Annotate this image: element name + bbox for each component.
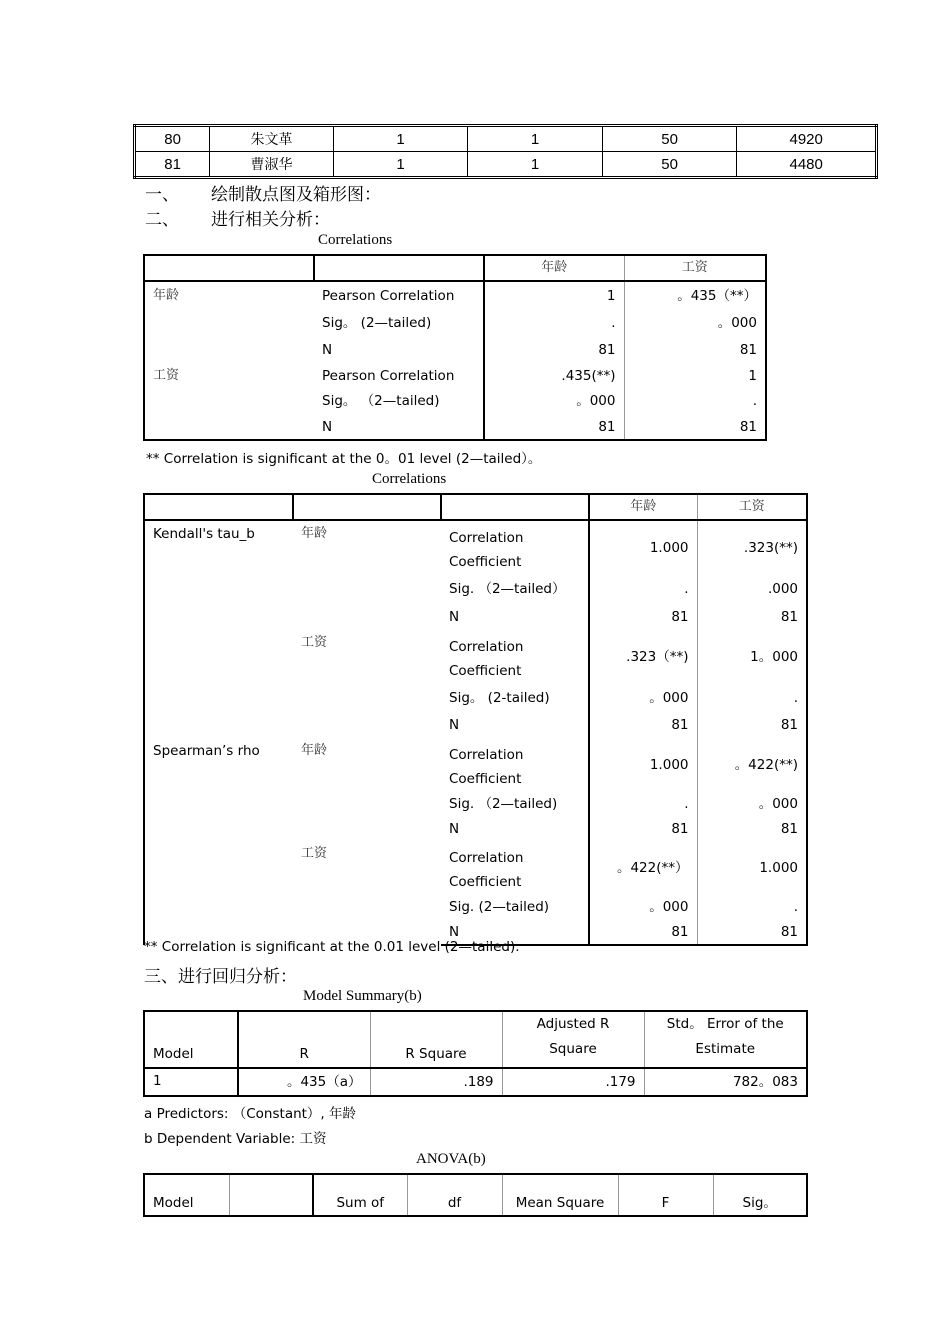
table-cell: 50 (602, 126, 737, 152)
cell-value: . (484, 309, 624, 336)
row-var: 工资 (301, 635, 328, 650)
table-row (144, 738, 807, 791)
cell-value: 81 (697, 920, 807, 945)
col-header-wage: 工资 (697, 494, 807, 520)
table-cell: 4920 (737, 126, 877, 152)
row-stat: Sig。 (2—tailed) (322, 314, 432, 331)
header-blank (229, 1174, 313, 1216)
pearson-title: Correlations (318, 232, 393, 248)
cell-value: 81 (589, 817, 697, 841)
row-stat: N (314, 414, 484, 440)
cell-value: 81 (484, 414, 624, 440)
cell-r-square: .189 (370, 1068, 502, 1096)
row-var: 年龄 (301, 743, 328, 758)
col-header-wage: 工资 (624, 255, 766, 281)
row-stat: N (441, 920, 589, 945)
table-row (144, 604, 807, 630)
table-cell: 1 (333, 126, 468, 152)
anova-title: ANOVA(b) (416, 1151, 486, 1167)
row-stat: Correlation Coefficient (449, 530, 524, 570)
table-header-row (144, 255, 766, 281)
table-cell: 80 (135, 126, 210, 152)
table-row (144, 841, 807, 894)
method-spearman: Spearman’s rho (144, 738, 293, 791)
cell-std-error: 782。083 (644, 1068, 807, 1096)
table-row (144, 336, 766, 363)
cell-value: 81 (697, 817, 807, 841)
pearson-footnote: ** Correlation is significant at the 0。01 level (2—tailed）。 (146, 451, 542, 467)
header-sum-of-squares: Sum of (313, 1174, 407, 1216)
cell-value: 81 (589, 712, 697, 738)
table-row (144, 630, 807, 684)
row-stat: N (449, 821, 460, 837)
model-summary-table (143, 1010, 808, 1097)
model-summary-title: Model Summary(b) (303, 988, 422, 1004)
heading-2: 进行相关分析： (211, 210, 330, 230)
cell-adjusted-r-square: .179 (502, 1068, 644, 1096)
row-var: 年龄 (301, 526, 328, 541)
table-cell: 1 (468, 126, 603, 152)
cell-value: .323（**) (589, 630, 697, 684)
header-r: R (238, 1011, 370, 1068)
table-row (144, 1068, 807, 1096)
table-cell: 曹淑华 (210, 152, 333, 178)
col-header-age: 年龄 (589, 494, 697, 520)
cell-model: 1 (144, 1068, 238, 1096)
table-header-row (144, 1174, 807, 1216)
heading-1: 绘制散点图及箱形图： (211, 185, 381, 205)
table-row (144, 684, 807, 712)
row-stat: Pearson Correlation (322, 367, 455, 384)
cell-value: 81 (697, 604, 807, 630)
cell-value: 81 (697, 712, 807, 738)
table-header-row (144, 494, 807, 520)
col-header-age: 年龄 (484, 255, 624, 281)
table-row (135, 152, 877, 178)
table-header-row (144, 1011, 807, 1068)
heading-2-number: 二、 (145, 210, 179, 230)
table-row (144, 712, 807, 738)
cell-value: 。000 (484, 388, 624, 414)
cell-value: 1 (484, 281, 624, 309)
table-cell: 1 (468, 152, 603, 178)
row-stat: N (322, 341, 333, 358)
header-df: df (407, 1174, 502, 1216)
header-std-error: Std。 Error of the Estimate (644, 1011, 807, 1068)
cell-value: 。000 (624, 309, 766, 336)
table-cell: 1 (333, 152, 468, 178)
header-sig: Sig。 (713, 1174, 807, 1216)
pearson-table (143, 254, 767, 441)
row-stat: Sig。 (2-tailed) (449, 690, 550, 706)
cell-value: 。422(**) (697, 738, 807, 791)
cell-value: . (589, 574, 697, 604)
table-row (144, 791, 807, 817)
row-stat: Sig. （2—tailed） (449, 581, 566, 597)
cell-value: .323(**) (697, 520, 807, 574)
method-kendall: Kendall's tau_b (144, 520, 293, 574)
row-stat: Sig. (2—tailed) (449, 899, 550, 915)
cell-value: 1 (624, 363, 766, 388)
cell-value: 81 (589, 920, 697, 945)
row-var: 年龄 (144, 281, 314, 309)
cell-r: 。435（a） (238, 1068, 370, 1096)
cell-value: . (624, 388, 766, 414)
anova-table (143, 1173, 808, 1217)
heading-3: 三、进行回归分析： (144, 967, 297, 987)
table-row (144, 281, 766, 309)
header-model: Model (144, 1174, 229, 1216)
table-cell: 50 (602, 152, 737, 178)
row-var: 工资 (144, 363, 314, 388)
table-row (135, 126, 877, 152)
table-cell: 4480 (737, 152, 877, 178)
table-row (144, 520, 807, 574)
cell-value: 81 (624, 414, 766, 440)
cell-value: 1.000 (589, 738, 697, 791)
header-mean-square: Mean Square (502, 1174, 618, 1216)
header-r-square: R Square (370, 1011, 502, 1068)
cell-value: 81 (484, 336, 624, 363)
row-stat: N (449, 717, 460, 733)
cell-value: 。435（**） (624, 281, 766, 309)
table-row (144, 574, 807, 604)
cell-value: . (697, 684, 807, 712)
row-var: 工资 (301, 846, 328, 861)
table-row (144, 388, 766, 414)
row-stat: N (449, 609, 460, 625)
table-row (144, 894, 807, 920)
table-row (144, 817, 807, 841)
nonparam-table (143, 493, 808, 946)
cell-value: 1.000 (589, 520, 697, 574)
nonparam-title: Correlations (372, 471, 447, 487)
model-note-b: b Dependent Variable: 工资 (144, 1131, 327, 1147)
table-row (144, 414, 766, 440)
cell-value: 81 (624, 336, 766, 363)
header-f: F (618, 1174, 713, 1216)
row-stat: Correlation Coefficient (449, 850, 524, 890)
cell-value: 。000 (697, 791, 807, 817)
cell-value: 。000 (589, 684, 697, 712)
model-note-a: a Predictors: （Constant）, 年龄 (144, 1106, 357, 1122)
data-table (133, 124, 878, 179)
table-cell: 81 (135, 152, 210, 178)
cell-value: . (589, 791, 697, 817)
cell-value: 1.000 (697, 841, 807, 894)
cell-value: 81 (589, 604, 697, 630)
cell-value: .435(**) (484, 363, 624, 388)
row-stat: Correlation Coefficient (449, 639, 524, 679)
cell-value: 。000 (589, 894, 697, 920)
table-row (144, 363, 766, 388)
table-cell: 朱文革 (210, 126, 333, 152)
heading-1-number: 一、 (145, 185, 179, 205)
nonparam-footnote: ** Correlation is significant at the 0.01 level (2—tailed). (144, 939, 520, 955)
row-stat: Pearson Correlation (322, 288, 455, 304)
cell-value: 。422(**） (589, 841, 697, 894)
row-stat: Correlation Coefficient (449, 747, 524, 787)
cell-value: . (697, 894, 807, 920)
row-stat: Sig。 （2—tailed) (322, 393, 440, 409)
pearson-body (144, 281, 766, 440)
row-stat: Sig. （2—tailed) (449, 796, 558, 812)
cell-value: .000 (697, 574, 807, 604)
header-adjusted-r-square: Adjusted R Square (502, 1011, 644, 1068)
table-row (144, 309, 766, 336)
cell-value: 1。000 (697, 630, 807, 684)
header-model: Model (144, 1011, 238, 1068)
